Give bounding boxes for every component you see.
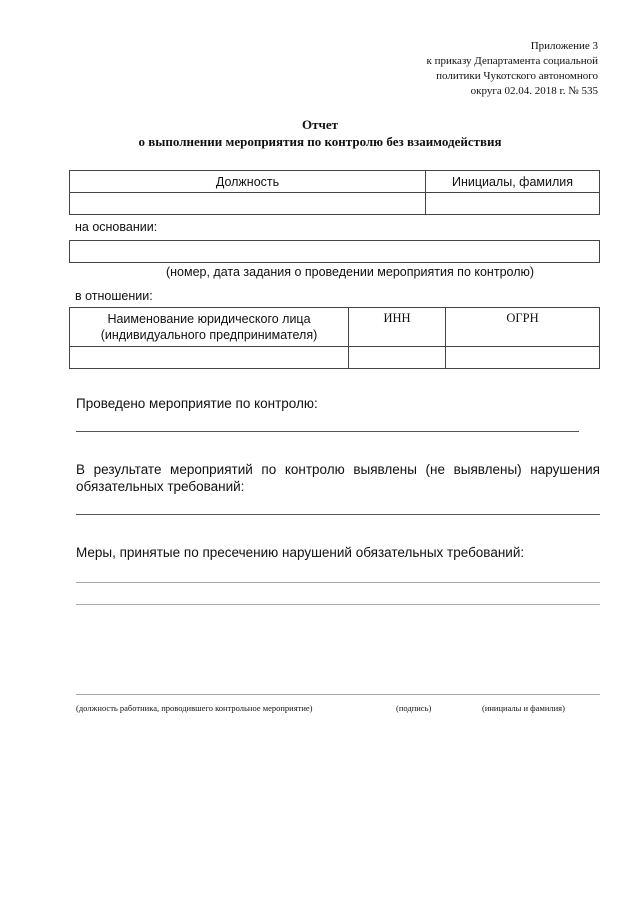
result-line[interactable] [76, 514, 600, 515]
header-entity-name [70, 308, 349, 347]
report-title: Отчет [302, 117, 338, 132]
basis-field [69, 240, 600, 263]
basis-caption: (номер, дата задания о проведении мероприятия по контролю) [165, 265, 535, 279]
report-subtitle: о выполнении мероприятия по контролю без взаимодействия [138, 134, 502, 149]
header-position: Должность [70, 171, 426, 193]
cell-ogrn[interactable] [446, 347, 600, 369]
cell-entity-name[interactable] [70, 347, 349, 369]
header-ogrn: ОГРН [446, 308, 600, 347]
basis-input[interactable] [70, 241, 600, 263]
basis-label: на основании: [75, 220, 158, 234]
appendix-header [358, 39, 598, 99]
officer-table [69, 170, 600, 215]
entity-table [69, 307, 600, 369]
measures-line-1[interactable] [76, 582, 600, 583]
conducted-line[interactable] [76, 431, 579, 432]
appendix-line-2: к приказу Департамента социальной [426, 55, 598, 67]
result-line-1: В результате мероприятий по контролю выявлены (не выявлены) нарушения [76, 462, 600, 477]
relation-label: в отношении: [75, 289, 153, 303]
header-initials-surname: Инициалы, фамилия [426, 171, 600, 193]
appendix-line-4: округа 02.04. 2018 г. № 535 [470, 85, 598, 97]
header-entity-line-2: (индивидуального предпринимателя) [100, 328, 318, 342]
measures-line-2[interactable] [76, 604, 600, 605]
signature-line[interactable] [76, 694, 600, 695]
measures-label: Меры, принятые по пресечению нарушений обязательных требований: [76, 545, 525, 560]
header-inn: ИНН [349, 308, 446, 347]
cell-inn[interactable] [349, 347, 446, 369]
caption-position: (должность работника, проводившего контрольное мероприятие) [76, 703, 313, 713]
header-entity-line-1: Наименование юридического лица [107, 312, 311, 326]
appendix-line-1: Приложение 3 [530, 40, 598, 52]
cell-initials-surname[interactable] [426, 193, 600, 215]
caption-signature: (подпись) [396, 703, 432, 713]
cell-position[interactable] [70, 193, 426, 215]
result-line-2: обязательных требований: [76, 479, 245, 494]
appendix-line-3: политики Чукотского автономного [436, 70, 598, 82]
caption-initials-surname: (инициалы и фамилия) [482, 703, 565, 713]
conducted-label: Проведено мероприятие по контролю: [76, 396, 318, 411]
